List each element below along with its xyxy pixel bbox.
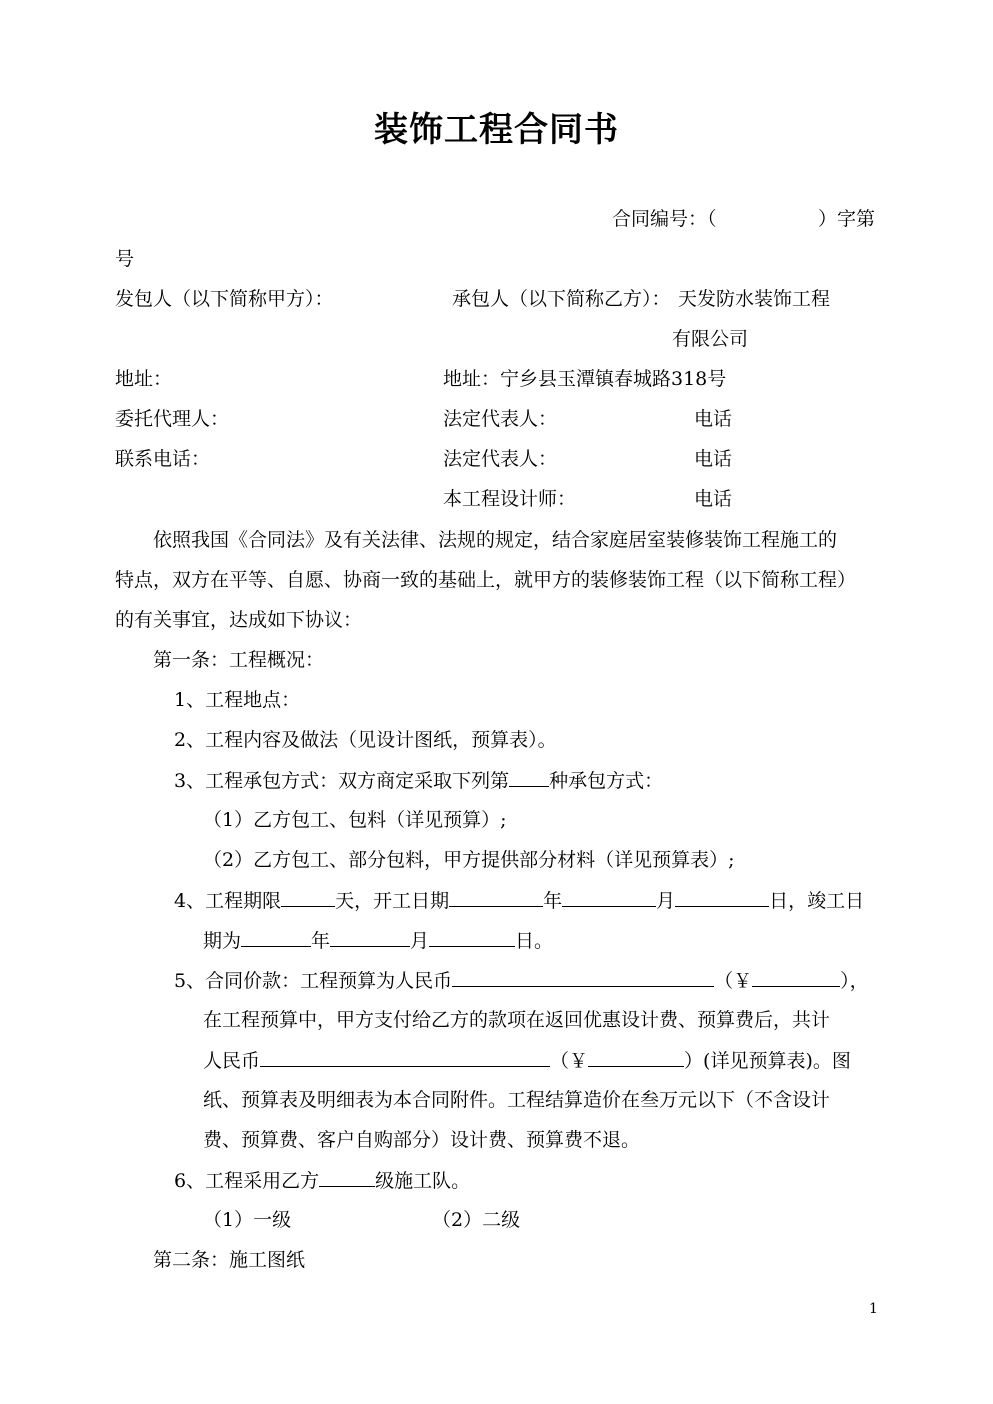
item-6-text-a: 6、工程采用乙方 — [174, 1170, 320, 1192]
item-4-text-d: 月 — [656, 890, 676, 912]
article-1-heading: 第一条：工程概况： — [153, 649, 325, 671]
party-b-legal-rep-2: 法定代表人： — [443, 448, 558, 470]
item-6-text-b: 级施工队。 — [375, 1170, 471, 1192]
article-1-item-4-cont — [203, 928, 553, 953]
end-month-blank — [330, 928, 410, 947]
item-4-text-i: 日。 — [515, 930, 554, 952]
article-1-item-3 — [174, 768, 663, 793]
grade-option-2: （2）二级 — [432, 1209, 521, 1231]
item-5-line-3 — [203, 1048, 851, 1073]
item-5-line-3-c: ）(详见预算表)。图 — [684, 1050, 851, 1072]
party-b-phone-1: 电话 — [694, 408, 733, 430]
contract-number-label: 合同编号：（ — [612, 208, 717, 230]
intro-line-2: 特点，双方在平等、自愿、协商一致的基础上，就甲方的装修装饰工程（以下简称工程） — [115, 569, 857, 591]
option-1: （1）乙方包工、包料（详见预算）; — [203, 809, 507, 831]
item-4-text-a: 4、工程期限 — [174, 890, 282, 912]
budget-amount-words-blank — [452, 968, 714, 987]
party-b-phone-2: 电话 — [694, 448, 733, 470]
budget-amount-number-blank — [752, 968, 840, 987]
total-amount-number-blank — [588, 1048, 684, 1067]
item-4-text-e: 日，竣工日 — [769, 890, 865, 912]
item-5-line-3-b: （￥ — [550, 1050, 589, 1072]
party-a-address: 地址： — [115, 368, 173, 390]
option-2: （2）乙方包工、部分包料，甲方提供部分材料（详见预算表）; — [203, 849, 735, 871]
article-1-item-5 — [174, 968, 869, 993]
party-b-designer: 本工程设计师： — [443, 488, 577, 510]
start-month-blank — [562, 888, 656, 907]
party-b-phone-3: 电话 — [694, 488, 733, 510]
end-year-blank — [241, 928, 311, 947]
party-b-address: 地址：宁乡县玉潭镇春城路318号 — [443, 368, 727, 390]
item-3-text-b: 种承包方式： — [549, 770, 664, 792]
party-a-phone: 联系电话： — [115, 448, 211, 470]
item-4-text-g: 年 — [311, 930, 331, 952]
item-5-line-2: 在工程预算中，甲方支付给乙方的款项在返回优惠设计费、预算费后，共计 — [203, 1009, 831, 1031]
item-3-text-a: 3、工程承包方式：双方商定采取下列第 — [174, 770, 510, 792]
item-5-text-a: 5、合同价款：工程预算为人民币 — [174, 970, 453, 992]
article-1-item-6 — [174, 1168, 470, 1193]
item-5-line-4: 纸、预算表及明细表为本合同附件。工程结算造价在叁万元以下（不含设计 — [203, 1089, 831, 1111]
item-4-text-f: 期为 — [203, 930, 242, 952]
party-b-name-2: 有限公司 — [672, 328, 749, 350]
page-number: 1 — [869, 1301, 878, 1317]
article-1-item-2: 2、工程内容及做法（见设计图纸，预算表）。 — [174, 729, 557, 751]
article-1-item-4 — [174, 888, 864, 913]
party-a-agent: 委托代理人： — [115, 408, 230, 430]
contract-number-suffix-2: 号 — [115, 248, 135, 270]
team-grade-blank — [319, 1168, 375, 1187]
end-day-blank — [429, 928, 515, 947]
duration-blank — [281, 888, 335, 907]
article-1-item-1: 1、工程地点： — [174, 689, 301, 711]
page-title: 装饰工程合同书 — [374, 110, 619, 150]
party-a-label: 发包人（以下简称甲方）： — [115, 288, 334, 310]
item-4-text-c: 年 — [543, 890, 563, 912]
party-b-legal-rep-1: 法定代表人： — [443, 408, 558, 430]
grade-option-1: （1）一级 — [203, 1209, 292, 1231]
intro-line-1: 依照我国《合同法》及有关法律、法规的规定，结合家庭居室装修装饰工程施工的 — [153, 529, 838, 551]
party-b-label: 承包人（以下简称乙方）： — [452, 288, 671, 310]
total-amount-words-blank — [260, 1048, 550, 1067]
article-2-heading: 第二条：施工图纸 — [153, 1249, 306, 1271]
item-5-text-c: ）， — [840, 970, 869, 992]
intro-line-3: 的有关事宜，达成如下协议： — [115, 609, 363, 631]
item-4-text-b: 天，开工日期 — [335, 890, 450, 912]
item-5-line-3-a: 人民币 — [203, 1050, 261, 1072]
contract-type-blank — [509, 768, 549, 787]
item-4-text-h: 月 — [410, 930, 430, 952]
contract-number-suffix: ）字第 — [818, 208, 876, 230]
item-5-text-b: （￥ — [714, 970, 753, 992]
item-5-line-5: 费、预算费、客户自购部分）设计费、预算费不退。 — [203, 1129, 641, 1151]
start-day-blank — [675, 888, 769, 907]
start-year-blank — [449, 888, 543, 907]
party-b-name-1: 天发防水装饰工程 — [678, 288, 831, 310]
